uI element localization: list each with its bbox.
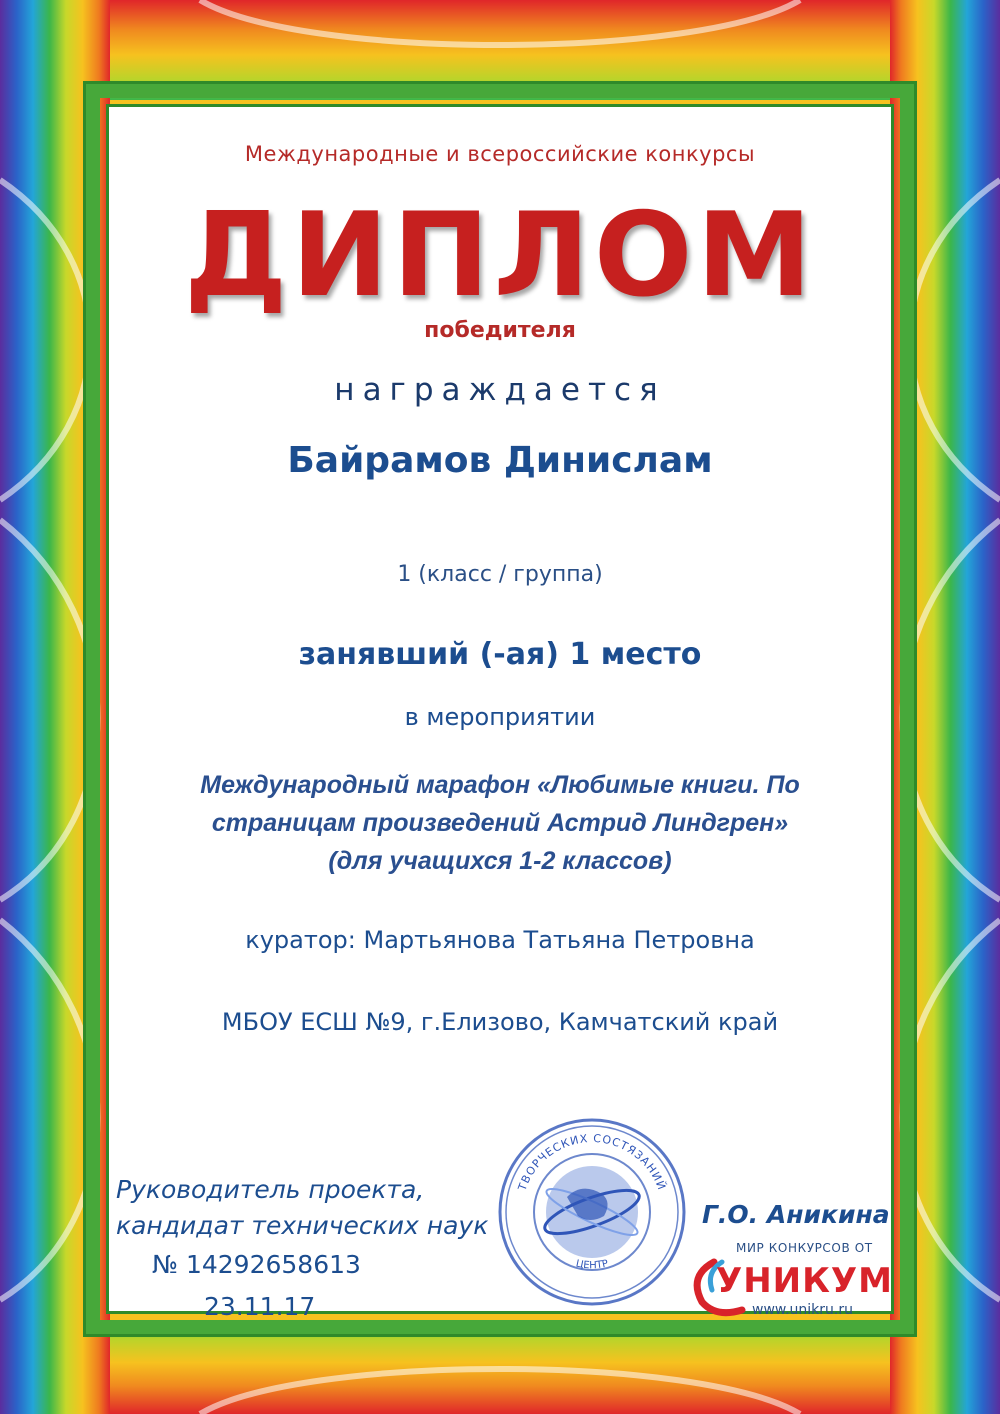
event-title-line: Международный марафон «Любимые книги. По [200,771,800,799]
diploma-number: № 14292658613 [152,1250,361,1279]
diploma-date: 23.11.17 [204,1292,316,1321]
recipient-name: Байрамов Динислам [287,440,713,481]
signer-name: Г.О. Аникина [702,1200,890,1229]
logo-top-line: МИР КОНКУРСОВ ОТ [736,1241,873,1255]
place-text: занявший (-ая) 1 место [298,637,702,672]
diploma-subtitle: победителя [424,318,576,343]
logo-name: УНИКУМ [716,1261,893,1301]
signature-role: Руководитель проекта, [116,1175,425,1204]
signature-degree: кандидат технических наук [116,1211,489,1240]
event-label: в мероприятии [404,703,596,731]
curator-text: куратор: Мартьянова Татьяна Петровна [245,926,755,954]
svg-text:ЦЕНТР [575,1258,610,1271]
unikum-logo [680,1240,900,1320]
grade-text: 1 (класс / группа) [397,562,603,587]
school-text: МБОУ ЕСШ №9, г.Елизово, Камчатский край [221,1008,779,1036]
logo-graphic [680,1240,900,1320]
contest-header: Международные и всероссийские конкурсы [244,142,756,166]
globe-icon [540,1166,644,1258]
seal-top-text: ТВОРЧЕСКИХ СОСТЯЗАНИЙ [515,1131,669,1193]
event-title-line: (для учащихся 1-2 классов) [328,847,672,875]
seal-bottom-text: ЦЕНТР [574,1258,610,1272]
diploma-title: ДИПЛОМ [184,188,816,323]
logo-url: www.unikru.ru [752,1302,853,1318]
awarded-text: награждается [334,372,666,408]
official-seal [492,1112,692,1312]
event-title [106,766,894,880]
signature-block [116,1172,488,1244]
event-title-line: страницам произведений Астрид Линдгрен» [211,809,789,837]
